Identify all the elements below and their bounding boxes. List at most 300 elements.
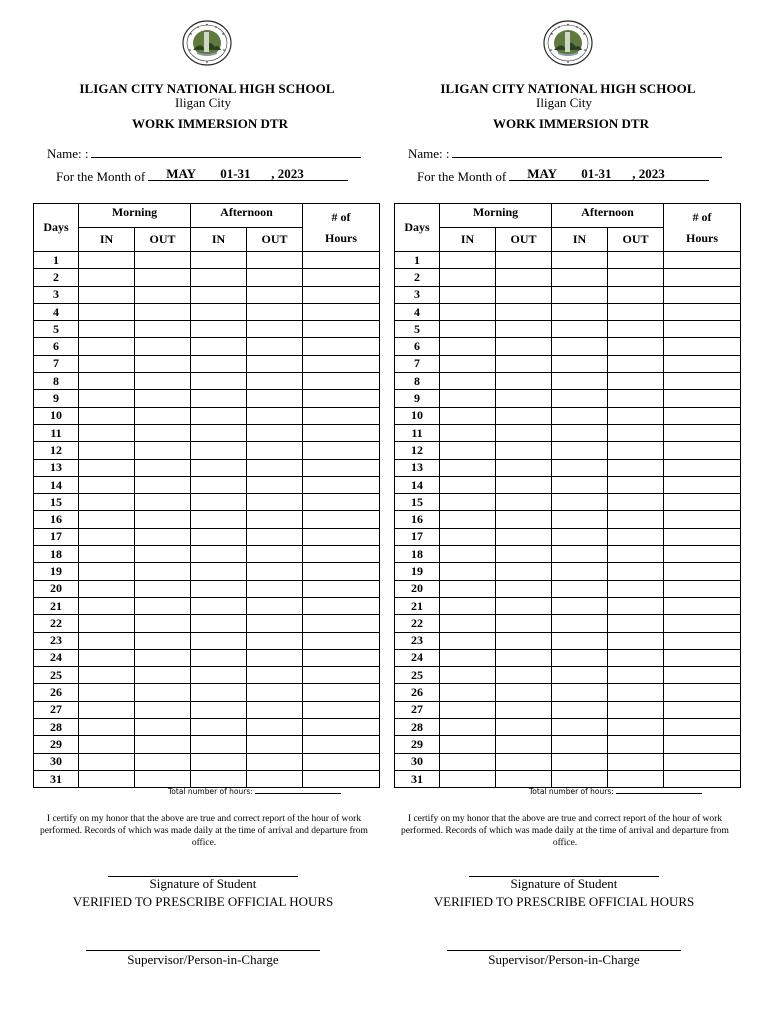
- total-hours-field[interactable]: [255, 787, 341, 794]
- afternoon-in-cell[interactable]: [552, 563, 608, 580]
- morning-out-cell[interactable]: [135, 269, 191, 286]
- afternoon-out-cell[interactable]: [247, 459, 303, 476]
- morning-out-cell[interactable]: [496, 649, 552, 666]
- morning-in-cell[interactable]: [79, 269, 135, 286]
- morning-out-cell[interactable]: [135, 770, 191, 787]
- hours-cell[interactable]: [664, 338, 741, 355]
- hours-cell[interactable]: [664, 459, 741, 476]
- afternoon-out-cell[interactable]: [608, 494, 664, 511]
- supervisor-signature-line[interactable]: [447, 950, 681, 951]
- afternoon-out-cell[interactable]: [247, 770, 303, 787]
- morning-out-cell[interactable]: [496, 373, 552, 390]
- hours-cell[interactable]: [664, 442, 741, 459]
- morning-out-cell[interactable]: [496, 597, 552, 614]
- morning-out-cell[interactable]: [496, 563, 552, 580]
- table-row: [34, 770, 380, 787]
- afternoon-out-cell[interactable]: [608, 615, 664, 632]
- morning-out-cell[interactable]: [135, 684, 191, 701]
- afternoon-out-cell[interactable]: [247, 476, 303, 493]
- afternoon-in-cell[interactable]: [191, 736, 247, 753]
- afternoon-out-cell[interactable]: [608, 476, 664, 493]
- morning-in-cell[interactable]: [440, 338, 496, 355]
- afternoon-in-cell[interactable]: [191, 390, 247, 407]
- afternoon-in-cell[interactable]: [552, 649, 608, 666]
- afternoon-out-cell[interactable]: [247, 546, 303, 563]
- afternoon-out-cell[interactable]: [608, 269, 664, 286]
- afternoon-out-cell[interactable]: [608, 667, 664, 684]
- morning-out-cell[interactable]: [135, 753, 191, 770]
- morning-out-cell[interactable]: [135, 597, 191, 614]
- morning-in-cell[interactable]: [79, 442, 135, 459]
- morning-in-cell[interactable]: [79, 597, 135, 614]
- morning-in-cell[interactable]: [440, 615, 496, 632]
- afternoon-out-cell[interactable]: [247, 736, 303, 753]
- morning-out-cell[interactable]: [135, 373, 191, 390]
- morning-in-cell[interactable]: [79, 528, 135, 545]
- afternoon-in-cell[interactable]: [552, 684, 608, 701]
- afternoon-out-cell[interactable]: [247, 442, 303, 459]
- morning-out-cell[interactable]: [496, 511, 552, 528]
- hours-cell[interactable]: [664, 528, 741, 545]
- day-number: 15: [395, 494, 440, 511]
- morning-in-cell[interactable]: [79, 563, 135, 580]
- afternoon-in-cell[interactable]: [552, 424, 608, 441]
- morning-in-cell[interactable]: [440, 286, 496, 303]
- afternoon-out-cell[interactable]: [608, 252, 664, 269]
- morning-out-cell[interactable]: [135, 494, 191, 511]
- morning-in-cell[interactable]: [440, 719, 496, 736]
- morning-in-cell[interactable]: [440, 701, 496, 718]
- morning-out-cell[interactable]: [135, 511, 191, 528]
- name-field[interactable]: [452, 146, 722, 158]
- morning-in-cell[interactable]: [79, 684, 135, 701]
- hours-cell[interactable]: [664, 753, 741, 770]
- afternoon-out-cell[interactable]: [247, 649, 303, 666]
- morning-in-cell[interactable]: [440, 597, 496, 614]
- morning-in-cell[interactable]: [440, 373, 496, 390]
- morning-in-cell[interactable]: [440, 459, 496, 476]
- month-field[interactable]: [148, 166, 348, 181]
- morning-out-cell[interactable]: [496, 424, 552, 441]
- morning-in-cell[interactable]: [79, 321, 135, 338]
- morning-out-cell[interactable]: [135, 424, 191, 441]
- morning-out-cell[interactable]: [496, 476, 552, 493]
- afternoon-in-cell[interactable]: [552, 252, 608, 269]
- afternoon-out-cell[interactable]: [608, 407, 664, 424]
- afternoon-in-cell[interactable]: [191, 321, 247, 338]
- afternoon-out-cell[interactable]: [247, 667, 303, 684]
- name-field[interactable]: [91, 146, 361, 158]
- afternoon-out-cell[interactable]: [608, 770, 664, 787]
- hours-cell[interactable]: [664, 476, 741, 493]
- afternoon-in-cell[interactable]: [191, 442, 247, 459]
- hours-cell[interactable]: [664, 701, 741, 718]
- hours-cell[interactable]: [664, 667, 741, 684]
- afternoon-in-cell[interactable]: [191, 580, 247, 597]
- afternoon-in-cell[interactable]: [552, 442, 608, 459]
- morning-out-cell[interactable]: [135, 442, 191, 459]
- morning-out-cell[interactable]: [496, 321, 552, 338]
- morning-out-cell[interactable]: [135, 476, 191, 493]
- afternoon-in-cell[interactable]: [191, 632, 247, 649]
- hours-cell[interactable]: [664, 407, 741, 424]
- morning-out-cell[interactable]: [135, 615, 191, 632]
- afternoon-in-cell[interactable]: [191, 476, 247, 493]
- afternoon-out-cell[interactable]: [608, 580, 664, 597]
- morning-in-cell[interactable]: [79, 649, 135, 666]
- day-number: 10: [395, 407, 440, 424]
- afternoon-in-cell[interactable]: [191, 424, 247, 441]
- afternoon-in-cell[interactable]: [552, 494, 608, 511]
- morning-out-cell[interactable]: [496, 407, 552, 424]
- afternoon-in-cell[interactable]: [191, 252, 247, 269]
- hours-cell[interactable]: [664, 390, 741, 407]
- hours-cell[interactable]: [664, 632, 741, 649]
- afternoon-out-cell[interactable]: [608, 390, 664, 407]
- afternoon-in-cell[interactable]: [552, 459, 608, 476]
- hours-cell[interactable]: [664, 355, 741, 372]
- afternoon-out-cell[interactable]: [247, 390, 303, 407]
- morning-out-cell[interactable]: [135, 563, 191, 580]
- morning-in-cell[interactable]: [79, 252, 135, 269]
- morning-in-cell[interactable]: [79, 459, 135, 476]
- morning-out-cell[interactable]: [135, 632, 191, 649]
- morning-in-cell[interactable]: [79, 667, 135, 684]
- morning-in-cell[interactable]: [79, 424, 135, 441]
- morning-out-cell[interactable]: [135, 286, 191, 303]
- hours-cell[interactable]: [664, 684, 741, 701]
- morning-in-cell[interactable]: [79, 736, 135, 753]
- afternoon-in-cell[interactable]: [191, 269, 247, 286]
- morning-in-cell[interactable]: [440, 424, 496, 441]
- morning-out-cell[interactable]: [496, 355, 552, 372]
- morning-in-cell[interactable]: [440, 528, 496, 545]
- afternoon-out-cell[interactable]: [247, 286, 303, 303]
- afternoon-in-cell[interactable]: [191, 684, 247, 701]
- morning-out-cell[interactable]: [496, 615, 552, 632]
- morning-out-cell[interactable]: [135, 719, 191, 736]
- morning-in-cell[interactable]: [440, 442, 496, 459]
- afternoon-out-cell[interactable]: [608, 373, 664, 390]
- morning-in-cell[interactable]: [79, 632, 135, 649]
- morning-in-cell[interactable]: [440, 580, 496, 597]
- hours-cell[interactable]: [664, 424, 741, 441]
- morning-out-cell[interactable]: [496, 736, 552, 753]
- afternoon-out-cell[interactable]: [247, 424, 303, 441]
- morning-out-cell[interactable]: [135, 252, 191, 269]
- morning-in-cell[interactable]: [440, 407, 496, 424]
- morning-in-cell[interactable]: [440, 355, 496, 372]
- afternoon-out-cell[interactable]: [608, 424, 664, 441]
- morning-out-cell[interactable]: [135, 528, 191, 545]
- afternoon-in-cell[interactable]: [552, 390, 608, 407]
- afternoon-out-cell[interactable]: [247, 632, 303, 649]
- afternoon-out-cell[interactable]: [608, 338, 664, 355]
- morning-out-cell[interactable]: [496, 390, 552, 407]
- morning-in-cell[interactable]: [440, 476, 496, 493]
- afternoon-out-cell[interactable]: [608, 459, 664, 476]
- year-value: , 2023: [632, 166, 665, 181]
- afternoon-out-cell[interactable]: [608, 719, 664, 736]
- afternoon-out-cell[interactable]: [247, 303, 303, 320]
- morning-out-cell[interactable]: [496, 459, 552, 476]
- morning-out-cell[interactable]: [135, 736, 191, 753]
- afternoon-in-cell[interactable]: [191, 563, 247, 580]
- afternoon-out-cell[interactable]: [247, 563, 303, 580]
- morning-in-cell[interactable]: [440, 667, 496, 684]
- morning-in-cell[interactable]: [79, 511, 135, 528]
- morning-in-cell[interactable]: [440, 632, 496, 649]
- day-number: 3: [34, 286, 79, 303]
- afternoon-in-cell[interactable]: [191, 338, 247, 355]
- morning-in-cell[interactable]: [79, 355, 135, 372]
- morning-out-cell[interactable]: [496, 252, 552, 269]
- morning-in-cell[interactable]: [79, 580, 135, 597]
- hours-cell[interactable]: [664, 597, 741, 614]
- morning-in-cell[interactable]: [440, 753, 496, 770]
- hours-cell[interactable]: [664, 736, 741, 753]
- table-row: [34, 667, 380, 684]
- afternoon-in-cell[interactable]: [191, 649, 247, 666]
- afternoon-out-cell[interactable]: [247, 321, 303, 338]
- morning-in-cell[interactable]: [440, 269, 496, 286]
- afternoon-out-cell[interactable]: [608, 303, 664, 320]
- morning-out-cell[interactable]: [135, 459, 191, 476]
- afternoon-out-cell[interactable]: [608, 442, 664, 459]
- afternoon-out-cell[interactable]: [247, 615, 303, 632]
- afternoon-in-cell[interactable]: [191, 373, 247, 390]
- afternoon-in-cell[interactable]: [552, 476, 608, 493]
- morning-in-cell[interactable]: [440, 511, 496, 528]
- afternoon-in-cell[interactable]: [552, 355, 608, 372]
- morning-in-cell[interactable]: [440, 390, 496, 407]
- morning-out-cell[interactable]: [496, 269, 552, 286]
- afternoon-in-cell[interactable]: [191, 494, 247, 511]
- hours-cell[interactable]: [664, 580, 741, 597]
- day-number: 9: [34, 390, 79, 407]
- hours-cell[interactable]: [664, 494, 741, 511]
- morning-out-cell[interactable]: [496, 286, 552, 303]
- morning-out-cell[interactable]: [496, 632, 552, 649]
- afternoon-out-cell[interactable]: [608, 684, 664, 701]
- morning-in-cell[interactable]: [79, 494, 135, 511]
- afternoon-out-cell[interactable]: [247, 528, 303, 545]
- morning-out-cell[interactable]: [135, 580, 191, 597]
- afternoon-in-cell[interactable]: [552, 632, 608, 649]
- morning-out-cell[interactable]: [135, 407, 191, 424]
- afternoon-in-cell[interactable]: [552, 407, 608, 424]
- afternoon-in-cell[interactable]: [191, 753, 247, 770]
- afternoon-in-cell[interactable]: [191, 286, 247, 303]
- morning-in-cell[interactable]: [79, 338, 135, 355]
- morning-in-cell[interactable]: [79, 615, 135, 632]
- morning-out-cell[interactable]: [135, 355, 191, 372]
- afternoon-in-cell[interactable]: [552, 269, 608, 286]
- afternoon-in-cell[interactable]: [552, 321, 608, 338]
- afternoon-out-cell[interactable]: [608, 528, 664, 545]
- verified-text: VERIFIED TO PRESCRIBE OFFICIAL HOURS: [72, 894, 334, 909]
- morning-out-cell[interactable]: [135, 701, 191, 718]
- hours-cell[interactable]: [664, 286, 741, 303]
- afternoon-in-cell[interactable]: [552, 286, 608, 303]
- afternoon-out-cell[interactable]: [247, 511, 303, 528]
- afternoon-out-cell[interactable]: [247, 580, 303, 597]
- afternoon-in-cell[interactable]: [191, 770, 247, 787]
- hours-cell[interactable]: [664, 563, 741, 580]
- table-row: [34, 684, 380, 701]
- hours-cell[interactable]: [664, 269, 741, 286]
- afternoon-out-cell[interactable]: [247, 753, 303, 770]
- afternoon-out-cell[interactable]: [608, 597, 664, 614]
- afternoon-in-cell[interactable]: [552, 719, 608, 736]
- afternoon-in-cell[interactable]: [191, 701, 247, 718]
- morning-in-cell[interactable]: [440, 770, 496, 787]
- afternoon-out-cell[interactable]: [608, 753, 664, 770]
- morning-out-cell[interactable]: [135, 321, 191, 338]
- morning-in-cell[interactable]: [79, 546, 135, 563]
- afternoon-in-cell[interactable]: [552, 736, 608, 753]
- afternoon-in-cell[interactable]: [191, 511, 247, 528]
- morning-out-cell[interactable]: [135, 667, 191, 684]
- afternoon-out-cell[interactable]: [608, 701, 664, 718]
- afternoon-out-cell[interactable]: [247, 684, 303, 701]
- table-row: [34, 632, 380, 649]
- morning-out-cell[interactable]: [496, 442, 552, 459]
- hours-cell[interactable]: [664, 719, 741, 736]
- morning-out-cell[interactable]: [496, 667, 552, 684]
- afternoon-in-cell[interactable]: [191, 615, 247, 632]
- hours-cell[interactable]: [664, 252, 741, 269]
- morning-out-cell[interactable]: [135, 303, 191, 320]
- morning-out-cell[interactable]: [135, 338, 191, 355]
- morning-in-cell[interactable]: [79, 719, 135, 736]
- hours-cell[interactable]: [664, 321, 741, 338]
- morning-out-cell[interactable]: [496, 580, 552, 597]
- afternoon-in-cell[interactable]: [191, 459, 247, 476]
- morning-in-cell[interactable]: [79, 407, 135, 424]
- morning-in-cell[interactable]: [440, 684, 496, 701]
- afternoon-in-cell[interactable]: [552, 338, 608, 355]
- total-hours-row: [529, 787, 702, 796]
- table-row: [395, 424, 741, 441]
- afternoon-out-cell[interactable]: [247, 338, 303, 355]
- morning-out-cell[interactable]: [135, 649, 191, 666]
- afternoon-in-cell[interactable]: [552, 303, 608, 320]
- morning-in-cell[interactable]: [79, 390, 135, 407]
- afternoon-out-cell[interactable]: [247, 719, 303, 736]
- morning-in-cell[interactable]: [79, 770, 135, 787]
- morning-in-cell[interactable]: [440, 494, 496, 511]
- afternoon-in-cell[interactable]: [191, 528, 247, 545]
- month-field[interactable]: [509, 166, 709, 181]
- afternoon-in-cell[interactable]: [552, 511, 608, 528]
- morning-out-cell[interactable]: [135, 546, 191, 563]
- afternoon-out-cell[interactable]: [247, 355, 303, 372]
- afternoon-out-cell[interactable]: [608, 355, 664, 372]
- afternoon-out-cell[interactable]: [608, 563, 664, 580]
- afternoon-out-cell[interactable]: [247, 407, 303, 424]
- morning-out-cell[interactable]: [496, 303, 552, 320]
- morning-in-cell[interactable]: [79, 701, 135, 718]
- morning-in-cell[interactable]: [440, 252, 496, 269]
- afternoon-out-cell[interactable]: [247, 373, 303, 390]
- morning-out-cell[interactable]: [496, 770, 552, 787]
- afternoon-in-cell[interactable]: [191, 597, 247, 614]
- morning-in-cell[interactable]: [440, 736, 496, 753]
- morning-in-cell[interactable]: [440, 546, 496, 563]
- hours-cell[interactable]: [664, 770, 741, 787]
- afternoon-out-cell[interactable]: [608, 736, 664, 753]
- afternoon-in-cell[interactable]: [552, 770, 608, 787]
- afternoon-out-cell[interactable]: [608, 649, 664, 666]
- afternoon-in-cell[interactable]: [552, 701, 608, 718]
- hours-cell[interactable]: [664, 511, 741, 528]
- afternoon-in-cell[interactable]: [191, 719, 247, 736]
- afternoon-out-cell[interactable]: [247, 494, 303, 511]
- afternoon-out-cell[interactable]: [247, 252, 303, 269]
- morning-out-cell[interactable]: [496, 753, 552, 770]
- hours-cell[interactable]: [664, 615, 741, 632]
- afternoon-out-cell[interactable]: [247, 701, 303, 718]
- afternoon-in-cell[interactable]: [191, 303, 247, 320]
- afternoon-out-cell[interactable]: [608, 632, 664, 649]
- morning-out-cell[interactable]: [496, 338, 552, 355]
- afternoon-out-cell[interactable]: [247, 597, 303, 614]
- afternoon-in-cell[interactable]: [191, 355, 247, 372]
- afternoon-in-cell[interactable]: [191, 546, 247, 563]
- morning-in-cell[interactable]: [440, 303, 496, 320]
- morning-in-cell[interactable]: [79, 373, 135, 390]
- morning-header: Morning: [79, 204, 191, 228]
- hours-cell[interactable]: [664, 373, 741, 390]
- morning-out-cell[interactable]: [496, 719, 552, 736]
- supervisor-signature-line[interactable]: [86, 950, 320, 951]
- morning-in-cell[interactable]: [440, 649, 496, 666]
- afternoon-in-cell[interactable]: [552, 580, 608, 597]
- morning-out-cell[interactable]: [135, 390, 191, 407]
- total-hours-field[interactable]: [616, 787, 702, 794]
- morning-in-cell[interactable]: [79, 753, 135, 770]
- afternoon-out-cell[interactable]: [247, 269, 303, 286]
- afternoon-in-cell[interactable]: [552, 667, 608, 684]
- morning-in-cell[interactable]: [79, 476, 135, 493]
- hours-cell[interactable]: [664, 303, 741, 320]
- afternoon-out-cell[interactable]: [608, 511, 664, 528]
- afternoon-in-cell[interactable]: [552, 597, 608, 614]
- afternoon-out-cell[interactable]: [608, 286, 664, 303]
- morning-out-cell[interactable]: [496, 528, 552, 545]
- morning-in-cell[interactable]: [440, 321, 496, 338]
- hours-cell[interactable]: [664, 546, 741, 563]
- afternoon-in-cell[interactable]: [552, 373, 608, 390]
- afternoon-in-cell[interactable]: [191, 667, 247, 684]
- afternoon-in-cell[interactable]: [552, 615, 608, 632]
- afternoon-out-cell[interactable]: [608, 546, 664, 563]
- afternoon-in-cell[interactable]: [552, 753, 608, 770]
- afternoon-in-cell[interactable]: [552, 546, 608, 563]
- morning-out-cell[interactable]: [496, 546, 552, 563]
- afternoon-out-cell[interactable]: [608, 321, 664, 338]
- morning-in-cell[interactable]: [79, 303, 135, 320]
- morning-out-cell[interactable]: [496, 494, 552, 511]
- morning-in-cell[interactable]: [79, 286, 135, 303]
- morning-in-cell[interactable]: [440, 563, 496, 580]
- afternoon-in-cell[interactable]: [191, 407, 247, 424]
- morning-out-cell[interactable]: [496, 684, 552, 701]
- hours-cell[interactable]: [664, 649, 741, 666]
- afternoon-in-cell[interactable]: [552, 528, 608, 545]
- morning-out-cell[interactable]: [496, 701, 552, 718]
